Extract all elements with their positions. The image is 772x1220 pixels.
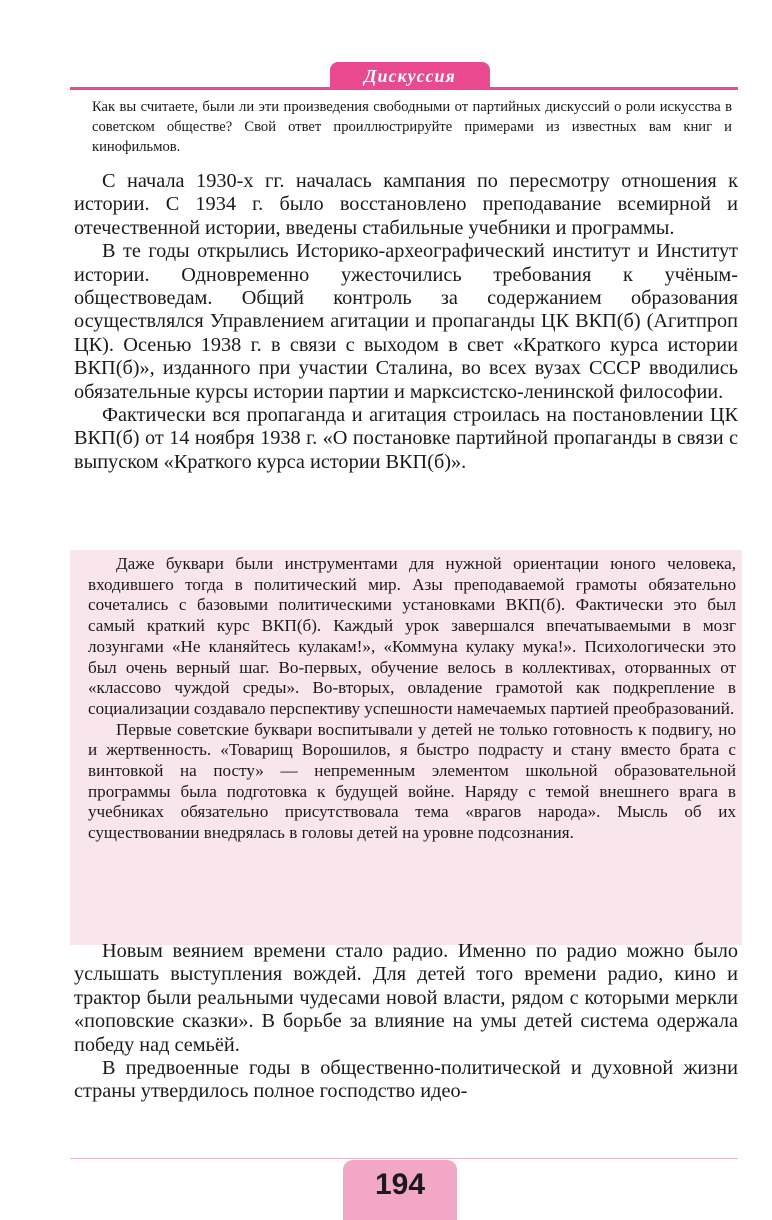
footer-rule [70,1158,738,1159]
section-label: Дискуссия [330,62,490,90]
page-number: 194 [374,1168,426,1201]
paragraph: В те годы открылись Историко-археографический институт и Институт истории. Одновременно ужесточились требования к учёным-обществоведам. Общий контроль за содержанием образования осуществлялся Управлением агитации и пропаганды ЦК ВКП(б) (Агитпроп ЦК). Осенью 1938 г. в связи с выходом в свет «Краткого курса истории ВКП(б)», изданного при участии Сталина, во всех вузах СССР вводились обязательные курсы истории партии и марксистско-ленинской философии. [74,240,738,403]
paragraph: В предвоенные годы в общественно-политической и духовной жизни страны утвердилось полное господство идео- [74,1057,738,1103]
main-text-top [74,170,738,474]
discussion-question: Как вы считаете, были ли эти произведения свободными от партийных дискуссий о роли искусства в советском обществе? Свой ответ проиллюстрируйте примерами из известных вам книг и кинофильмов. [92,99,732,155]
paragraph: С начала 1930-х гг. началась кампания по пересмотру отношения к истории. С 1934 г. было восстановлено преподавание всемирной и отечественной истории, введены стабильные учебники и программы. [74,170,738,239]
paragraph: Фактически вся пропаганда и агитация строилась на постановлении ЦК ВКП(б) от 14 ноября 1938 г. «О постановке партийной пропаганды в связи с выпуском «Краткого курса истории ВКП(б)». [74,404,738,473]
main-text-bottom [74,940,738,1104]
inset-paragraph: Даже буквари были инструментами для нужной ориентации юного человека, входившего тогда в политический мир. Азы преподаваемой грамоты обязательно сочетались с базовыми политическими установками ВКП(б). Фактически это был самый краткий курс ВКП(б). Каждый урок завершался впечатываемыми в мозг лозунгами «Не кланяйтесь кулакам!», «Коммуна кулаку мука!». Психологически это был очень верный шаг. Во-первых, обучение велось в коллективах, оторванных от «классово чуждой среды». Во-вторых, овладение грамотой как подкрепление в социализации создавало перспективу успешности намечаемых партией преобразований. [88,554,736,718]
page-number-tab [343,1160,457,1220]
inset-box [70,550,742,945]
inset-paragraph: Первые советские буквари воспитывали у детей не только готовность к подвигу, но и жертвенность. «Товарищ Ворошилов, я быстро подрасту и стану вместо брата с винтовкой на посту» — непременным элементом школьной образовательной программы была подготовка к будущей войне. Наряду с темой внешнего врага в учебниках обязательно присутствовала тема «врагов народа». Мысль об их существовании внедрялась в головы детей на уровне подсознания. [88,719,736,843]
inset-text [88,554,736,844]
paragraph: Новым веянием времени стало радио. Именно по радио можно было услышать выступления вождей. Для детей того времени радио, кино и трактор были реальными чудесами новой власти, рядом с которыми меркли «поповские сказки». В борьбе за влияние на умы детей система одержала победу над семьёй. [74,940,738,1056]
